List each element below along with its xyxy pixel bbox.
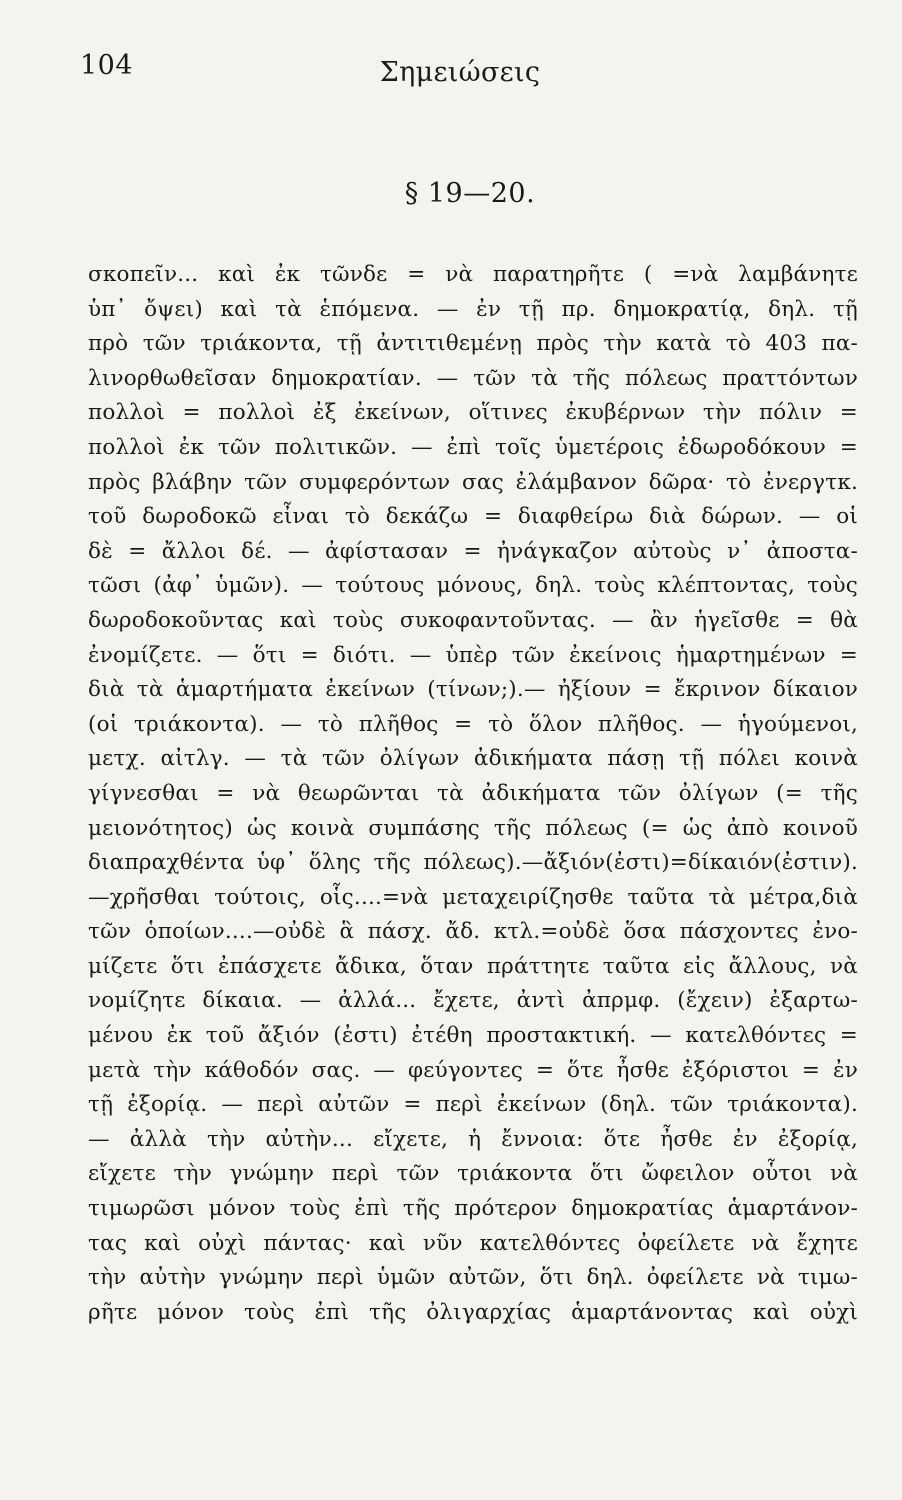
text-line: σκοπεῖν... καὶ ἐκ τῶνδε = νὰ παρατηρῆτε ( =νὰ λαμβάνητε: [88, 262, 858, 287]
running-title: Σημειώσεις: [379, 57, 541, 88]
text-line: μετχ. αἰτλγ. — τὰ τῶν ὀλίγων ἀδικήματα πάσῃ τῇ πόλει κοινὰ: [88, 746, 858, 772]
text-line: τὴν αὐτὴν γνώμην περὶ ὑμῶν αὐτῶν, ὅτι δηλ. ὀφείλετε νὰ τιμω-: [88, 1265, 858, 1291]
text-line: τιμωρῶσι μόνον τοὺς ἐπὶ τῆς πρότερον δημοκρατίας ἁμαρτάνον-: [88, 1196, 858, 1222]
page-number: 104: [80, 50, 134, 81]
notes-body: [88, 258, 858, 1330]
text-line: ρῆτε μόνον τοὺς ἐπὶ τῆς ὀλιγαρχίας ἁμαρτάνοντας καὶ οὐχὶ: [88, 1299, 858, 1325]
text-line: τῇ ἐξορίᾳ. — περὶ αὐτῶν = περὶ ἐκείνων (δηλ. τῶν τριάκοντα).: [88, 1092, 858, 1118]
text-line: — ἀλλὰ τὴν αὐτὴν... εἴχετε, ἡ ἔννοια: ὅτε ἦσθε ἐν ἐξορίᾳ,: [88, 1126, 858, 1152]
text-line: (οἱ τριάκοντα). — τὸ πλῆθος = τὸ ὅλον πλῆθος. — ἡγούμενοι,: [88, 711, 858, 737]
text-line: τῶν ὁποίων....—οὐδὲ ἃ πάσχ. ἄδ. κτλ.=οὐδὲ ὅσα πάσχοντες ἐνο-: [88, 919, 858, 945]
text-line: νομίζητε δίκαια. — ἀλλά... ἔχετε, ἀντὶ ἀπρμφ. (ἔχειν) ἐξαρτω-: [88, 988, 858, 1014]
text-line: πρὸ τῶν τριάκοντα, τῇ ἀντιτιθεμένῃ πρὸς τὴν κατὰ τὸ 403 πα-: [88, 331, 858, 357]
text-line: διαπραχθέντα ὑφ᾿ ὅλης τῆς πόλεως).—ἄξιόν(ἐστι)=δίκαιόν(ἐστιν).: [88, 850, 858, 876]
text-line: τῶσι (ἀφ᾿ ὑμῶν). — τούτους μόνους, δηλ. τοὺς κλέπτοντας, τοὺς: [88, 573, 858, 599]
text-line: μειονότητος) ὡς κοινὰ συμπάσης τῆς πόλεως (= ὡς ἀπὸ κοινοῦ: [88, 815, 858, 841]
text-line: μετὰ τὴν κάθοδόν σας. — φεύγοντες = ὅτε ἦσθε ἐξόριστοι = ἐν: [88, 1057, 858, 1083]
text-line: δωροδοκοῦντας καὶ τοὺς συκοφαντοῦντας. — ἂν ἡγεῖσθε = θὰ: [88, 607, 858, 633]
text-line: τοῦ δωροδοκῶ εἶναι τὸ δεκάζω = διαφθείρω διὰ δώρων. — οἱ: [88, 504, 858, 530]
text-line: —χρῆσθαι τούτοις, οἷς....=νὰ μεταχειρίζησθε ταῦτα τὰ μέτρα,διὰ: [88, 884, 858, 910]
text-line: μίζετε ὅτι ἐπάσχετε ἄδικα, ὅταν πράττητε ταῦτα εἰς ἄλλους, νὰ: [88, 953, 858, 979]
text-line: πολλοὶ ἐκ τῶν πολιτικῶν. — ἐπὶ τοῖς ὑμετέροις ἐδωροδόκουν =: [88, 434, 858, 460]
text-line: δὲ = ἄλλοι δέ. — ἀφίστασαν = ἠνάγκαζον αὐτοὺς ν᾿ ἀποστα-: [88, 538, 858, 564]
section-heading: § 19—20.: [404, 178, 536, 209]
text-line: γίγνεσθαι = νὰ θεωρῶνται τὰ ἀδικήματα τῶν ὀλίγων (= τῆς: [88, 780, 858, 806]
text-line: τας καὶ οὐχὶ πάντας· καὶ νῦν κατελθόντες ὀφείλετε νὰ ἔχητε: [88, 1230, 858, 1256]
text-line: μένου ἐκ τοῦ ἄξιόν (ἐστι) ἐτέθη προστακτική. — κατελθόντες =: [88, 1023, 858, 1049]
text-line: εἴχετε τὴν γνώμην περὶ τῶν τριάκοντα ὅτι ὤφειλον οὗτοι νὰ: [88, 1161, 858, 1187]
text-line: ἐνομίζετε. — ὅτι = διότι. — ὑπὲρ τῶν ἐκείνοις ἡμαρτημένων =: [88, 642, 858, 668]
text-line: πρὸς βλάβην τῶν συμφερόντων σας ἐλάμβανον δῶρα· τὸ ἐνεργτκ.: [88, 469, 858, 495]
text-line: λινορθωθεῖσαν δημοκρατίαν. — τῶν τὰ τῆς πόλεως πραττόντων: [88, 365, 858, 391]
text-line: πολλοὶ = πολλοὶ ἐξ ἐκείνων, οἵτινες ἐκυβέρνων τὴν πόλιν =: [88, 400, 858, 426]
text-line: διὰ τὰ ἁμαρτήματα ἐκείνων (τίνων;).— ἠξίουν = ἔκρινον δίκαιον: [88, 677, 858, 703]
text-line: ὑπ᾿ ὄψει) καὶ τὰ ἑπόμενα. — ἐν τῇ πρ. δημοκρατίᾳ, δηλ. τῇ: [88, 296, 858, 322]
